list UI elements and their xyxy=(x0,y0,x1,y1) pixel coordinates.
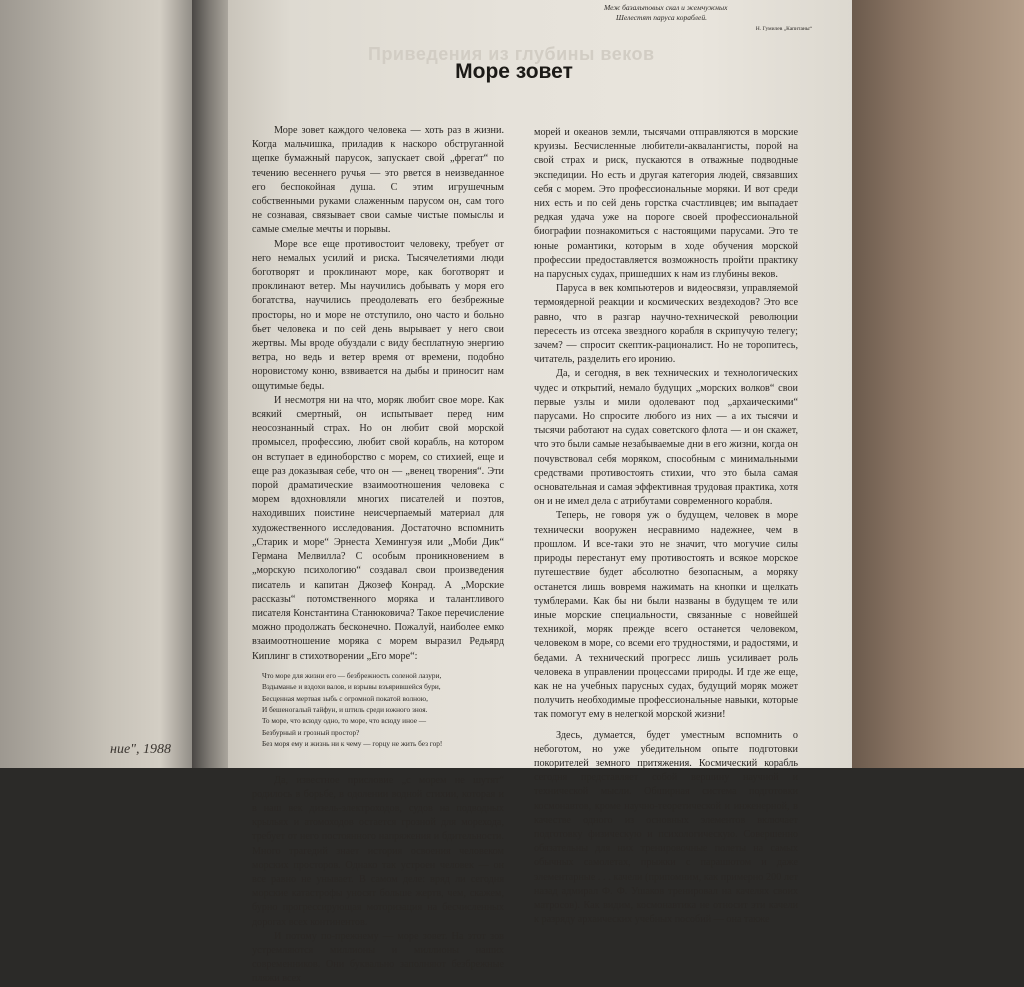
show-through-heading: Приведения из глубины веков xyxy=(368,44,655,64)
page-title: Море зовет xyxy=(455,60,573,83)
paragraph: Паруса в век компьютеров и видеосвязи, управляемой термоядерной реакции и космических вездеходов? Это все равно, что в разгар научно-технической революции пересесть из отсека звездного корабля в скрипучую телегу; зачем? — спросит скептик-рационалист. Но не торопитесь, читатель, разделить его иронию. xyxy=(534,283,798,366)
epigraph-attribution: Н. Гумилев „Капитаны“ xyxy=(755,26,812,32)
paragraph: Да, и сегодня, в век технических и технологических чудес и открытий, немало будущих „морских волков“ свои первые узлы и мили одолевают под „архаическими“ парусами. Но спросите любого из них — а их тысячи и тысячи работают на судах советского флота — и он скажет, что это были самые незабываемые дни в его жизни, когда он почувствовал себя моряком, способным с минимальными средствами противостоять стихии, что это была самая основательная и самая эффективная трудовая практика, хотя он и не имел дела с атрибутами современного корабля. xyxy=(534,368,798,508)
paragraph: И потому по-прежнему — море зовет. На этот зов устремляются миллионы и миллионы наших современников. Они буквально заполняют безбрежные пляжи всех xyxy=(252,930,504,985)
epigraph-line: Меж базальтовых скал и жемчужных xyxy=(604,3,728,12)
epigraph-line: Шелестят паруса кораблей. xyxy=(616,13,707,22)
spacer xyxy=(252,758,504,774)
epigraph xyxy=(604,3,794,23)
paragraph: Море зовет каждого человека — хоть раз в жизни. Когда мальчишка, приладив к наскоро обструганной щепке бумажный парусок, запускает свой „фрегат“ по течению весеннего ручья — это рвется в неизведанное его беспокойная душа. С этим игрушечным собственными руками слаженным парусом он, сам того не сознавая, связывает свои самые чистые помыслы и самые смелые мечты и порывы. xyxy=(252,125,504,236)
paragraph: морей и океанов земли, тысячами отправляются в морские круизы. Бесчисленные любители-аквалангисты, порой на свой страх и риск, пускаются в отважные подводные экспедиции. Но есть и другая категория людей, связавших себя с морем. Это профессиональные моряки. И вот среди них есть и по сей день горстка счастливцев; им выпадает редкая удача уже на пороге своей профессиональной биографии познакомиться с настоящими парусами. Это те юные романтики, которым в ходе обучения морской профессии предоставляется возможность пройти практику на парусных судах, пришедших к нам из глубины веков. xyxy=(534,127,798,281)
paragraph: Да, известное присловие „с морем не шутят“ родилось в борьбе, в одолении водной стихии, которая и в наш век дизель-электроходов, судов на подводных крыльях и атомоходов остается грозной для мореходa, требует от него постоянного напряжения и бдительности. Много трагедий знает история освоения человеком морских просторов. Однако так устроен человек — он все равно не унывает. В самом деле: вряд ли сегодня морские катастрофы уносят больше жертв, чем, скажем, бурно прогрессирующая моторизация на бесчисленных дорогах всех континентов. xyxy=(252,774,504,928)
poem-line: То море, что всюду одно, то море, что всюду иное — xyxy=(262,716,427,726)
paragraph: Теперь, не говоря уж о будущем, человек в море технически вооружен несравнимо надежнее, чем в прошлом. И все-таки это не значит, что могучие силы природы перестанут ему противостоять и всякое морское путешествие будет абсолютно безопасным, а моряку останется лишь вовремя нажимать на кнопки и щелкать тумблерами. Как бы ни были названы в будущем те или иные морские специальности, связанные с новейшей техникой, моряк прежде всего останется человеком, человеком в море, со всеми его трудностями, и радостями, и бедами. А технический прогресс лишь усиливает роль человека в управлении процессами природы. И где же еще, как не на учебных парусных судах, будущий моряк может получить необходимые профессиональные навыки, которые так помогут ему в нелегкой морской жизни! xyxy=(534,510,798,721)
paragraph: Здесь, думается, будет уместным вспомнить о небоготом, но уже убедительном опыте подготовки покорителей земного притяжения. Космический корабль сегодня представляет собой вершину научной и технической мысли. Обширная система подготовки космонавтов, кроме научно-теоретической и инженерной, в качестве одного из основных элементов включает подготовку физическую и психологическую. Совершенно обязательны для них тренировочные полеты на самых обычных самолетах, прыжки с парашютом и даже элементарные . . . качели (припомним, как примерно 200 лет назад адмирал Ф. Ф. Ушаков тренировал на качелях своих матросов). Как видим, космонавтика не относит эти качели к разряду архаических учебных пособий — она также xyxy=(534,729,798,926)
poem-line: Что море для жизни его — безбрежность соленой лазури, xyxy=(262,670,442,680)
right-column xyxy=(534,126,798,927)
left-page-footer: ние", 1988 xyxy=(110,742,172,757)
left-column xyxy=(252,124,504,987)
page-edge-background xyxy=(852,0,1024,768)
paragraph: И несмотря ни на что, моряк любит свое море. Как всякий смертный, он испытывает перед ним неосознанный страх. Но он любит свой морской промысел, профессию, любит свой корабль, на котором он вступает в единоборство с морем, со стихией, еще и еще раз доказывая себе, что он — „венец творения“. Эти порой драматические взаимоотношения человека с морем вдохновляли многих писателей и поэтов, находивших поистине неисчерпаемый материал для художественного исследования. Достаточно вспомнить „Старик и море“ Эрнеста Хемингуэя или „Моби Дик“ Германа Мелвилла? С особым проникновением в „морскую психологию“ создавал свои произведения писатель и капитан Джозеф Конрад. А „Морские рассказы“ потомственного моряка и талантливого писателя Константина Станюковича? Такое перечисление можно продолжать бесконечно. Пожалуй, наиболее емко взаимоотношение моряка с морем выразил Редьярд Киплинг в стихотворении „Его море“: xyxy=(252,394,504,662)
poem-line: И бешеногалый тайфун, и штиль среди южного зноя. xyxy=(262,704,428,714)
left-page xyxy=(0,0,200,768)
poem-quote xyxy=(262,670,504,750)
poem-line: Вздыманье и вздохи валов, и взрывы взъярившейся бури, xyxy=(262,682,441,692)
poem-line: Безбурный и грозный простор? xyxy=(262,727,360,737)
poem-line: Без моря ему и жизнь ни к чему — горцу не жить без гор! xyxy=(262,739,443,749)
poem-line: Бесценная мертвая зыбь с огромной покатой волною, xyxy=(262,693,428,703)
paragraph: Море все еще противостоит человеку, требует от него немалых усилий и риска. Тысячелетиями люди боготворят и проклинают море, как боготворят и проклинают ветер. Мы научились добывать у моря его богатства, научились преодолевать его безбрежные просторы, но и море не отступило, оно часто и больно бьет человека и по сей день вырывает у него свои жертвы. Мы вроде обуздали с виду бесплатную энергию ветра, но ведь и ветер время от времени, подобно норовистому коню, взвивается на дыбы и приносит нам ощутимые беды. xyxy=(252,238,504,392)
